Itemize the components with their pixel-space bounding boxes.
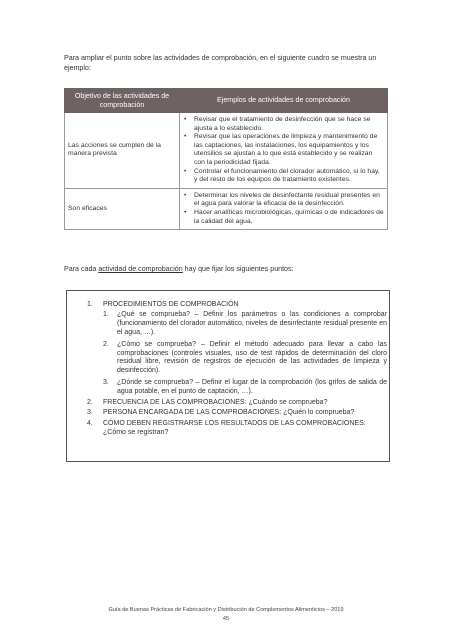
points-intro-after: hay que fijar los siguientes puntos:: [182, 265, 294, 273]
verification-activities-table: [64, 88, 388, 230]
table-cell-examples: [180, 113, 388, 189]
table-row: [65, 188, 388, 229]
sub-list-item: [87, 311, 387, 338]
item-number: 3.: [87, 409, 93, 417]
table-row: [65, 113, 388, 189]
list-item: • Revisar que el tratamiento de desinfección que se hace se ajusta a lo establecido.: [194, 116, 384, 133]
item-number: 3.: [103, 378, 109, 386]
item-number: 1.: [87, 301, 93, 308]
item-text: PROCEDIMIENTOS DE COMPROBACIÓN: [103, 301, 239, 308]
points-list: [87, 301, 387, 439]
item-text: ¿Cómo se comprueba? – Definir el método adecuado para llevar a cabo las comprobaciones (controles visuales, uso de test rápidos de determinación del cloro residual libre, revisión de registros de ejecución de las actividades de limpieza y desinfección).: [117, 340, 387, 375]
item-number: 2.: [87, 399, 93, 407]
table-header-objective: Objetivo de las actividades de comprobación: [65, 89, 180, 113]
list-item: [87, 301, 387, 310]
list-item: • Controlar el funcionamiento del clorador automático, si lo hay, y del resto de los equipos de tratamiento existentes.: [194, 168, 384, 185]
intro-paragraph: Para ampliar el punto sobre las actividades de comprobación, en el siguiente cuadro se muestra un ejemplo:: [64, 54, 377, 72]
item-text: FRECUENCIA DE LAS COMPROBACIONES: ¿Cuándo se comprueba?: [103, 399, 328, 407]
item-number: 2.: [103, 340, 109, 348]
item-number: 4.: [87, 419, 93, 427]
page-footer: Guía de Buenas Prácticas de Fabricación y Distribución de Complementos Alimenticios – 2019: [108, 607, 344, 613]
points-box: [66, 290, 390, 462]
item-number: 1.: [103, 311, 109, 319]
list-item: • Determinar los niveles de desinfectante residual presentes en el agua para valorar la eficacia de la desinfección.: [194, 192, 384, 209]
examples-list: [183, 192, 384, 226]
list-item: [87, 409, 387, 418]
list-item: • Hacer analíticas microbiológicas, químicas o de indicadores de la calidad del agua.: [194, 209, 384, 226]
list-item: [87, 399, 387, 408]
sub-list-item: [87, 341, 387, 377]
item-text: ¿Dónde se comprueba? – Definir el lugar de la comprobación (los grifos de salida de agua potable, en el punto de captación, …).: [117, 378, 387, 395]
item-text: PERSONA ENCARGADA DE LAS COMPROBACIONES: ¿Quién lo comprueba?: [103, 409, 355, 417]
table-cell-objective: Son eficaces: [65, 188, 180, 229]
item-text: ¿Qué se comprueba? – Definir los parámetros o las condiciones a comprobar (funcionamiento del clorador automático, niveles de desinfectante residual presente en el agua, …).: [117, 311, 387, 337]
item-text: CÓMO DEBEN REGISTRARSE LOS RESULTADOS DE LAS COMPROBACIONES: ¿Cómo se registran?: [103, 419, 366, 436]
sub-list-item: [87, 379, 387, 397]
points-intro-paragraph: [64, 264, 386, 274]
list-item: [87, 420, 387, 438]
table-cell-objective: Las acciones se cumplen de la manera prevista: [65, 113, 180, 189]
list-item: • Revisar que las operaciones de limpieza y mantenimiento de las captaciones, las instalaciones, los equipamientos y los utensilios se ajustan a lo que está establecido y se realizan con la periodicidad fijada.: [194, 133, 384, 167]
table-header-row: [65, 89, 388, 113]
points-intro-before: Para cada: [64, 265, 99, 273]
page-number: 45: [222, 616, 230, 622]
examples-list: [183, 116, 384, 185]
verification-activity-link: actividad de comprobación: [98, 265, 183, 273]
table-header-examples: Ejemplos de actividades de comprobación: [180, 89, 388, 113]
table-cell-examples: [180, 188, 388, 229]
